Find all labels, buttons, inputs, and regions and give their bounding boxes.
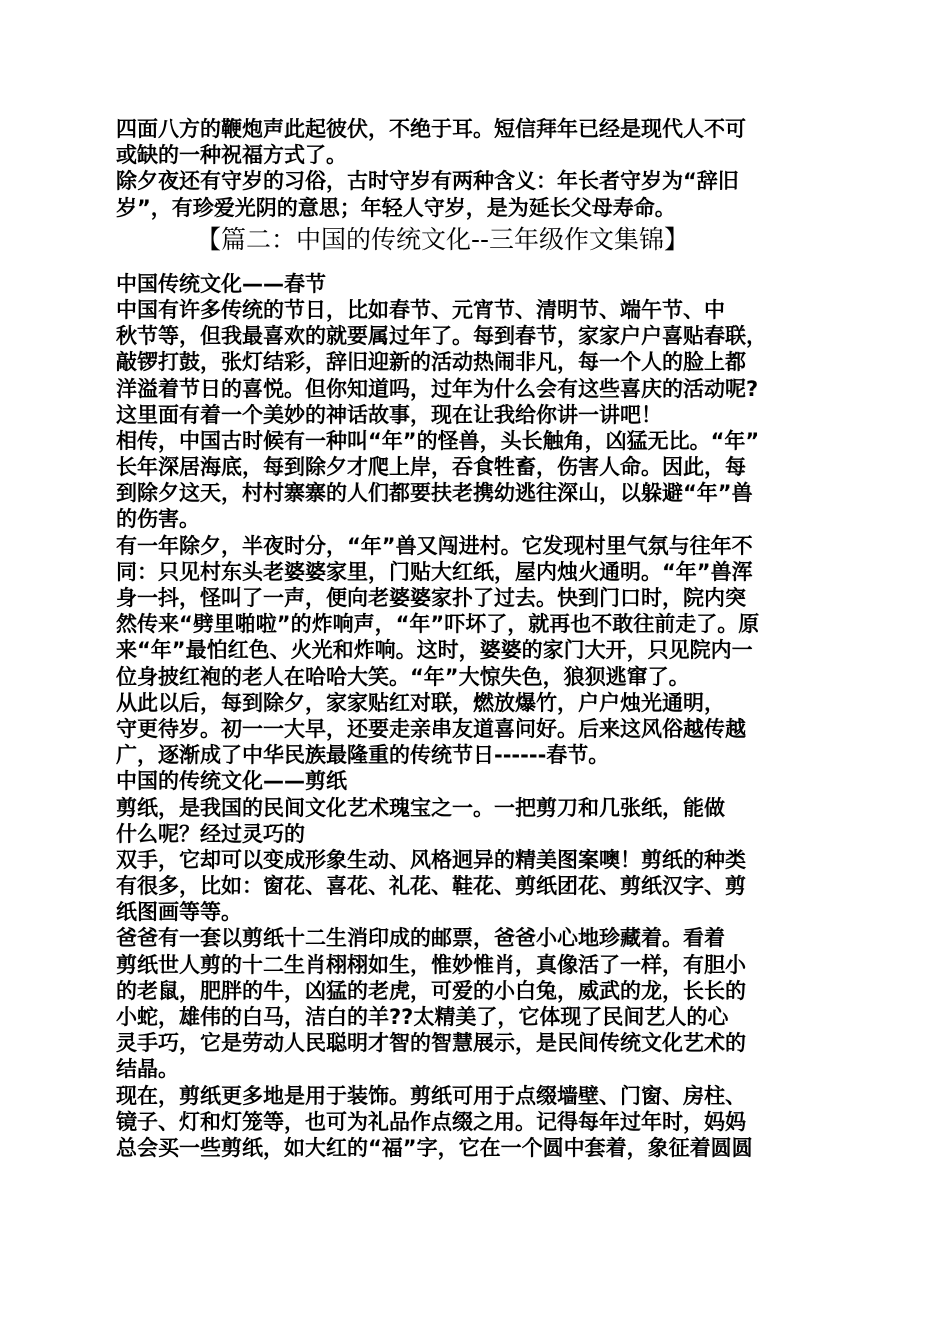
text-line: 结晶。 <box>116 1057 179 1082</box>
text-line: 同：只见村东头老婆婆家里，门贴大红纸，屋内烛火通明。“年”兽浑 <box>116 559 753 584</box>
text-line: 秋节等，但我最喜欢的就要属过年了。每到春节，家家户户喜贴春联， <box>116 324 767 349</box>
document-page <box>116 116 846 1161</box>
text-line: 这里面有着一个美妙的神话故事，现在让我给你讲一讲吧！ <box>116 402 662 427</box>
subheading-paper-cutting: 中国的传统文化——剪纸 <box>116 769 347 794</box>
text-line: 灵手巧，它是劳动人民聪明才智的智慧展示，是民间传统文化艺术的 <box>116 1031 746 1056</box>
text-line: 爸爸有一套以剪纸十二生消印成的邮票，爸爸小心地珍藏着。看着 <box>116 926 725 951</box>
text-line: 中国有许多传统的节日，比如春节、元宵节、清明节、端午节、中 <box>116 297 725 322</box>
text-line: 然传来“劈里啪啦”的炸响声，“年”吓坏了，就再也不敢往前走了。原 <box>116 612 760 637</box>
text-line: 洋溢着节日的喜悦。但你知道吗，过年为什么会有这些喜庆的活动呢? <box>116 376 759 401</box>
text-line: 长年深居海底，每到除夕才爬上岸，吞食牲畜，伤害人命。因此，每 <box>116 455 746 480</box>
text-line: 相传，中国古时候有一种叫“年”的怪兽，头长触角，凶猛无比。“年” <box>116 428 760 453</box>
text-line: 广，逐渐成了中华民族最隆重的传统节日------春节。 <box>116 743 610 768</box>
text-line: 剪纸，是我国的民间文化艺术瑰宝之一。一把剪刀和几张纸，能做 <box>116 795 725 820</box>
text-line: 除夕夜还有守岁的习俗，古时守岁有两种含义：年长者守岁为“辞旧 <box>116 169 739 194</box>
text-line: 纸图画等等。 <box>116 900 242 925</box>
text-line: 身一抖，怪叫了一声，便向老婆婆家扑了过去。快到门口时，院内突 <box>116 586 746 610</box>
text-line: 的伤害。 <box>116 507 200 532</box>
text-line: 现在，剪纸更多地是用于装饰。剪纸可用于点缀墙壁、门窗、房柱、 <box>116 1083 746 1108</box>
text-line: 来“年”最怕红色、火光和炸响。这时，婆婆的家门大开，只见院内一 <box>116 638 753 663</box>
text-line: 剪纸世人剪的十二生肖栩栩如生，惟妙惟肖，真像活了一样，有胆小 <box>116 952 746 977</box>
text-line: 守更待岁。初一一大早，还要走亲串友道喜问好。后来这风俗越传越 <box>116 716 746 741</box>
text-line: 敲锣打鼓，张灯结彩，辞旧迎新的活动热闹非凡，每一个人的脸上都 <box>116 350 746 375</box>
text-line: 双手，它却可以变成形象生动、风格迥异的精美图案噢！剪纸的种类 <box>116 847 746 872</box>
text-line: 有很多，比如：窗花、喜花、礼花、鞋花、剪纸团花、剪纸汉字、剪 <box>116 874 746 899</box>
text-line: 或缺的一种祝福方式了。 <box>116 143 347 168</box>
text-line: 岁”，有珍爱光阴的意思；年轻人守岁，是为延长父母寿命。 <box>116 195 676 220</box>
text-line: 到除夕这天，村村寨寨的人们都要扶老携幼逃往深山，以躲避“年”兽 <box>116 481 753 506</box>
text-line: 镜子、灯和灯笼等，也可为礼品作点缀之用。记得每年过年时，妈妈 <box>116 1109 746 1134</box>
text-line: 从此以后，每到除夕，家家贴红对联，燃放爆竹，户户烛光通明， <box>116 690 725 715</box>
text-line: 小蛇，雄伟的白马，洁白的羊??太精美了，它体现了民间艺人的心 <box>116 1005 729 1029</box>
text-line: 位身披红袍的老人在哈哈大笑。“年”大惊失色，狼狈逃窜了。 <box>116 664 690 689</box>
text-line: 总会买一些剪纸，如大红的“福”字，它在一个圆中套着，象征着圆圆 <box>116 1135 753 1160</box>
subheading-spring-festival: 中国传统文化——春节 <box>116 271 326 296</box>
text-line: 有一年除夕，半夜时分，“年”兽又闯进村。它发现村里气氛与往年不 <box>116 533 753 558</box>
text-line: 什么呢？经过灵巧的 <box>116 821 305 846</box>
text-line: 的老鼠，肥胖的牛，凶猛的老虎，可爱的小白兔，威武的龙，长长的 <box>116 978 746 1003</box>
section-heading: 【篇二：中国的传统文化--三年级作文集锦】 <box>196 224 690 254</box>
text-line: 四面八方的鞭炮声此起彼伏，不绝于耳。短信拜年已经是现代人不可 <box>116 117 746 141</box>
